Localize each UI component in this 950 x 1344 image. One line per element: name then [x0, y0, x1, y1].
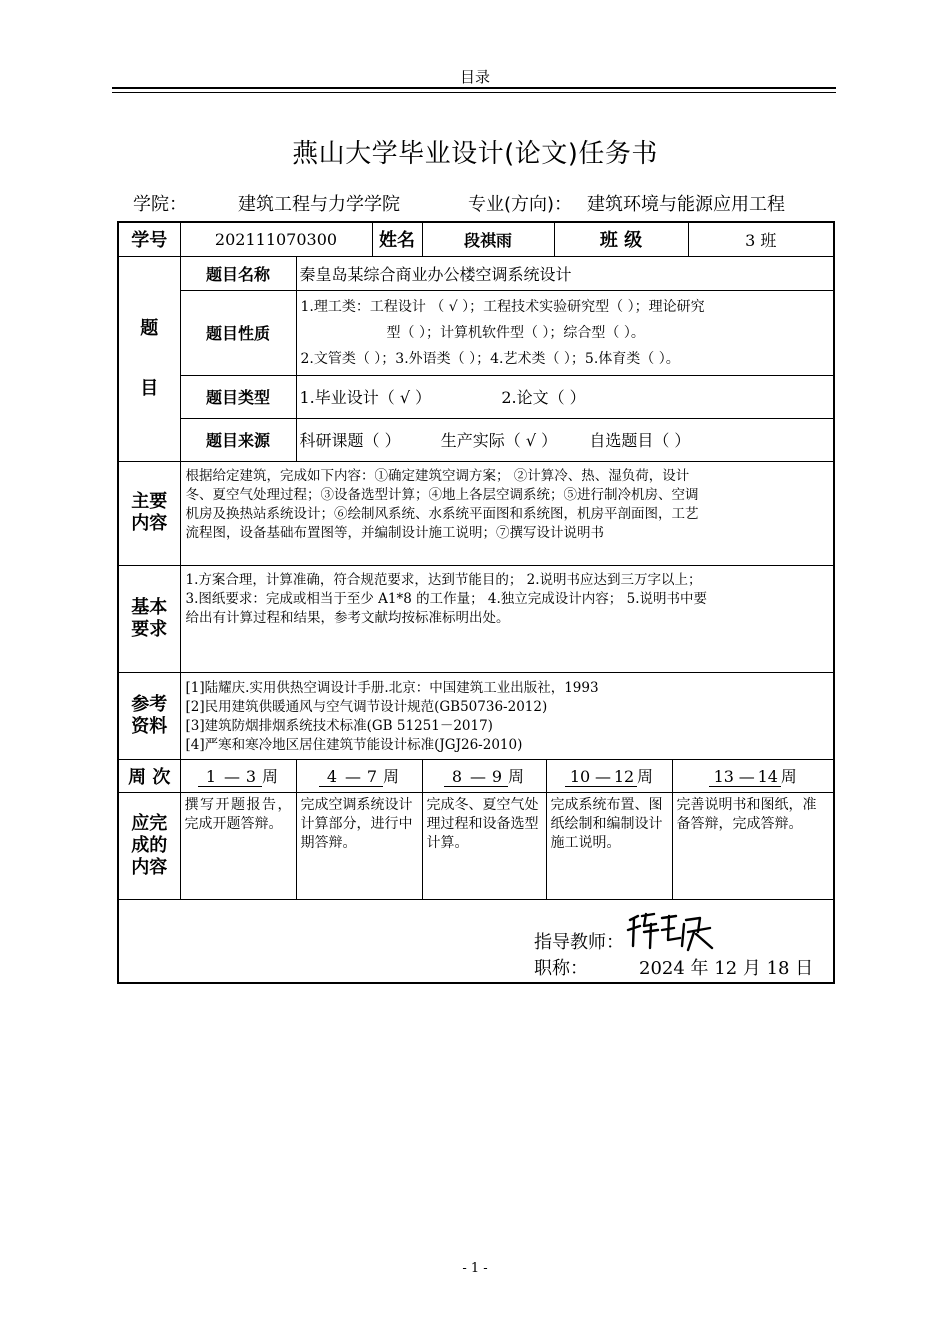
signature-cell: [118, 899, 834, 983]
student-row: [118, 222, 834, 256]
week-unit: 周: [261, 767, 278, 786]
week-start: 1: [198, 768, 224, 787]
topic-label-char-2: 目: [140, 377, 159, 399]
requirements-line: 3.图纸要求：完成或相当于至少 A1*8 的工作量； 4.独立完成设计内容； 5.说明书中要: [185, 590, 707, 607]
student-name: 段祺雨: [422, 222, 554, 256]
week-row: [118, 759, 834, 792]
topic-name-row: [118, 256, 834, 290]
week-unit: 周: [780, 767, 797, 786]
page-number: - 1 -: [462, 1261, 488, 1276]
week-end: 3: [240, 768, 262, 787]
main-content-text: [180, 461, 834, 565]
references-list: [180, 672, 834, 759]
tasks-label-3: 内容: [131, 856, 168, 878]
college-value: 建筑工程与力学学院: [238, 194, 400, 215]
reference-item: [3]建筑防烟排烟系统技术标准(GB 51251－2017): [185, 717, 493, 734]
week-end: 14: [755, 768, 781, 787]
week-start: 10: [565, 768, 595, 787]
task-3: 完成冬、夏空气处理过程和设备选型计算。: [422, 792, 546, 899]
college-label: 学院：: [133, 194, 187, 215]
week-label: 周 次: [118, 759, 180, 792]
topic-label-char-1: 题: [140, 317, 159, 339]
main-content-label-2: 内容: [131, 513, 168, 534]
main-content-line: 流程图，设备基础布置图等，并编制设计施工说明；⑦撰写设计说明书: [185, 524, 604, 541]
main-content-line: 机房及换热站系统设计；⑥绘制风系统、水系统平面图和系统图，机房平剖面图，工艺: [185, 505, 699, 522]
header-rule-thin: [112, 92, 836, 93]
week-unit: 周: [382, 767, 399, 786]
sign-date: 2024 年 12 月 18 日: [639, 957, 814, 979]
student-name-label: 姓名: [372, 222, 422, 256]
signature-area: [119, 900, 833, 982]
week-unit: 周: [507, 767, 524, 786]
week-range-3: [422, 759, 546, 792]
week-range-5: [672, 759, 834, 792]
student-id-label: 学号: [118, 222, 180, 256]
week-dash: —: [738, 767, 755, 786]
requirements-line: 1.方案合理，计算准确，符合规范要求，达到节能目的； 2.说明书应达到三万字以上；: [185, 571, 702, 588]
topic-source: [296, 418, 834, 461]
references-label: [118, 672, 180, 759]
major-label: 专业(方向)：: [468, 194, 573, 215]
main-content-line: 根据给定建筑，完成如下内容：①确定建筑空调方案； ②计算冷、热、湿负荷，设计: [185, 467, 690, 484]
week-end: 9: [486, 768, 508, 787]
document-title: 燕山大学毕业设计(论文)任务书: [292, 139, 658, 169]
major-value: 建筑环境与能源应用工程: [587, 194, 785, 215]
topic-name: 秦皇岛某综合商业办公楼空调系统设计: [296, 256, 834, 290]
reference-item: [1]陆耀庆.实用供热空调设计手册.北京：中国建筑工业出版社，1993: [185, 679, 599, 696]
college-major-line: [118, 190, 830, 214]
week-dash: —: [344, 767, 361, 786]
week-dash: —: [595, 767, 611, 786]
requirements-row: [118, 565, 834, 672]
task-table: [117, 221, 835, 984]
topic-type-row: [118, 375, 834, 418]
topic-nature-line-1: 1.理工类：工程设计 （ √ ）；工程技术实验研究型（ ）；理论研究: [300, 298, 705, 315]
reference-item: [2]民用建筑供暖通风与空气调节设计规范(GB50736-2012): [185, 698, 548, 715]
tasks-label-2: 成的: [131, 834, 168, 856]
week-start: 4: [319, 768, 345, 787]
advisor-label: 指导教师：: [534, 931, 624, 953]
task-5: 完善说明书和图纸，准备答辩，完成答辩。: [672, 792, 834, 899]
week-range-2: [296, 759, 422, 792]
topic-nature: [296, 290, 834, 375]
topic-nature-label: 题目性质: [180, 290, 296, 375]
main-content-label: [118, 461, 180, 565]
references-label-2: 资料: [131, 715, 168, 737]
reference-item: [4]严寒和寒冷地区居住建筑节能设计标准(JGJ26-2010): [185, 736, 523, 753]
references-row: [118, 672, 834, 759]
main-content-row: [118, 461, 834, 565]
week-end: 7: [361, 768, 383, 787]
topic-nature-line-3: 2.文管类（ ）；3.外语类（ ）；4.艺术类（ ）；5.体育类（ ）。: [300, 350, 680, 367]
main-content-label-1: 主要: [131, 491, 168, 512]
main-content-line: 冬、夏空气处理过程；③设备选型计算；④地上各层空调系统；⑤进行制冷机房、空调: [185, 486, 699, 503]
requirements-label-1: 基本: [131, 596, 168, 618]
week-unit: 周: [637, 767, 654, 786]
student-id: 202111070300: [180, 222, 372, 256]
requirements-label-2: 要求: [131, 618, 168, 640]
week-dash: —: [223, 767, 240, 786]
topic-source-label: 题目来源: [180, 418, 296, 461]
topic-source-row: [118, 418, 834, 461]
requirements-label: [118, 565, 180, 672]
topic-type: [296, 375, 834, 418]
task-4: 完成系统布置、图纸绘制和编制设计施工说明。: [546, 792, 672, 899]
topic-type-option-2: 2.论文（ ）: [501, 388, 586, 407]
topic-source-option-1: 科研课题（ ）: [299, 431, 401, 450]
running-header: 目录: [459, 68, 490, 86]
requirements-line: 给出有计算过程和结果，参考文献均按标准标明出处。: [185, 609, 510, 626]
tasks-row: [118, 792, 834, 899]
topic-name-label: 题目名称: [180, 256, 296, 290]
topic-type-option-1: 1.毕业设计（ √ ）: [299, 388, 432, 407]
topic-source-option-3: 自选题目（ ）: [589, 431, 691, 450]
tasks-label: [118, 792, 180, 899]
week-range-4: [546, 759, 672, 792]
handwritten-signature: [624, 906, 719, 954]
week-range-1: [180, 759, 296, 792]
class-label: 班 级: [554, 222, 688, 256]
requirements-text: [180, 565, 834, 672]
topic-nature-row: [118, 290, 834, 375]
topic-section-label: [118, 256, 180, 461]
topic-nature-line-2: 型（ ）；计算机软件型（ ）；综合型（ ）。: [386, 324, 645, 341]
references-label-1: 参考: [131, 693, 168, 715]
topic-source-option-2: 生产实际（ √ ）: [440, 431, 558, 450]
header-rule-thick: [112, 87, 836, 89]
class-value: 3 班: [688, 222, 834, 256]
task-1: 撰写开题报告，完成开题答辩。: [180, 792, 296, 899]
week-end: 12: [611, 768, 637, 787]
topic-type-label: 题目类型: [180, 375, 296, 418]
tasks-label-1: 应完: [131, 812, 168, 834]
task-2: 完成空调系统设计计算部分，进行中期答辩。: [296, 792, 422, 899]
week-start: 8: [444, 768, 470, 787]
title-label: 职称：: [534, 957, 588, 979]
week-dash: —: [469, 767, 486, 786]
signature-row: [118, 899, 834, 983]
week-start: 13: [709, 768, 739, 787]
